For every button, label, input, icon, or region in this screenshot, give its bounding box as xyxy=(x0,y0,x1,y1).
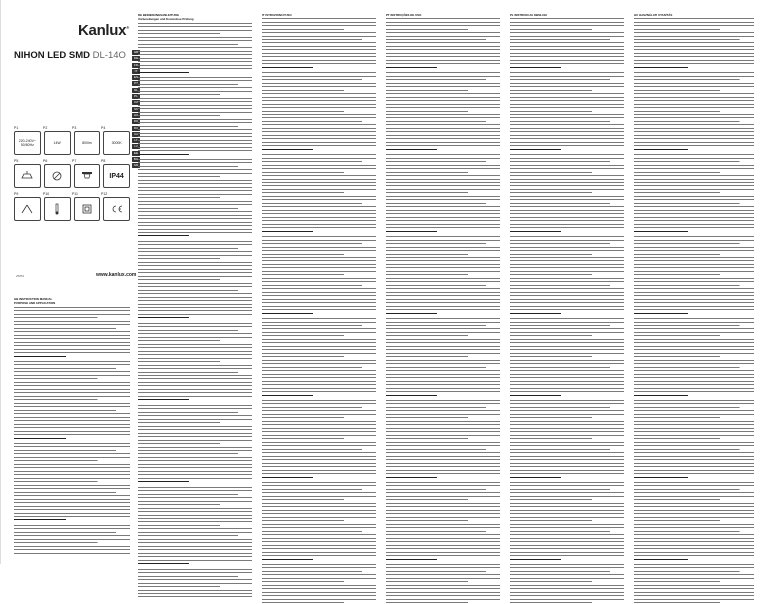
section-heading: PT INSTRUÇÕES DE USO xyxy=(386,12,422,17)
icon-label: P11 xyxy=(72,192,78,196)
ip-rating-text: IP44 xyxy=(109,172,124,180)
class-icon xyxy=(74,197,101,221)
voltage-text: 220-240V~ 50/60Hz xyxy=(18,139,36,147)
text-line xyxy=(14,551,130,554)
text-line xyxy=(138,398,252,403)
text-block-gb xyxy=(14,296,130,555)
language-tab: NL xyxy=(132,88,140,93)
text-line xyxy=(138,562,252,567)
text-line xyxy=(262,229,376,234)
section-heading: IT ISTRUZIONI D'USO xyxy=(262,12,292,17)
icon-label: P8 xyxy=(101,159,106,163)
text-lines xyxy=(262,17,376,604)
language-tab: CZ xyxy=(134,100,138,105)
text-line xyxy=(634,311,754,316)
icon-label: P4 xyxy=(101,126,106,130)
temp-icon xyxy=(44,197,71,221)
text-line xyxy=(262,557,376,562)
text-line xyxy=(510,311,624,316)
icon-label-row xyxy=(14,159,130,163)
text-line xyxy=(386,475,500,480)
section-heading: HU HASZNÁLATI UTASÍTÁS xyxy=(634,12,673,17)
section-heading: PL INSTRUKCJA OBSŁUGI xyxy=(510,12,547,17)
text-column-hu xyxy=(634,12,754,604)
pictogram-grid xyxy=(14,126,130,225)
icon-label-row xyxy=(14,126,130,130)
text-line xyxy=(262,311,376,316)
ip44-icon xyxy=(103,164,130,188)
kelvin-text: 3000K xyxy=(111,141,122,145)
product-name: NIHON LED SMD xyxy=(14,50,90,61)
lumen-text: 800lm xyxy=(82,141,92,145)
text-line xyxy=(138,70,252,75)
power-icon xyxy=(44,131,71,155)
icon-label: P9 xyxy=(14,192,19,196)
text-line xyxy=(138,234,252,239)
ceiling-icon xyxy=(74,164,101,188)
text-line xyxy=(634,65,754,70)
text-line xyxy=(510,393,624,398)
text-line xyxy=(14,354,130,359)
product-code: 25851 xyxy=(16,274,25,278)
icon-label: P1 xyxy=(14,126,19,130)
section-subheading: PURPOSE AND APPLICATION xyxy=(14,301,56,306)
language-tab: ES xyxy=(133,75,138,80)
icon-row xyxy=(14,131,130,155)
language-tab: GB xyxy=(133,50,139,54)
icon-label: P10 xyxy=(43,192,50,196)
driver-icon xyxy=(14,131,41,155)
crop-line xyxy=(0,0,1,564)
text-lines xyxy=(138,21,252,598)
icon-label: P7 xyxy=(72,159,77,163)
text-line xyxy=(510,229,624,234)
text-lines xyxy=(14,305,130,554)
brand-logo-text: Kanlux xyxy=(78,22,127,39)
language-tab: GR xyxy=(133,163,139,168)
registered-mark: ® xyxy=(126,25,129,30)
text-line xyxy=(386,311,500,316)
language-tab: IT xyxy=(132,69,140,74)
power-text: 14W xyxy=(53,141,61,145)
section-subheading: Vorbereitungen und Kostenlose Prüfung xyxy=(138,17,194,22)
product-model: DL-14O xyxy=(92,50,126,61)
text-line xyxy=(634,229,754,234)
text-column-pl xyxy=(510,12,624,604)
icon-label: P2 xyxy=(43,126,48,130)
brand-logo xyxy=(78,22,129,39)
text-line xyxy=(634,393,754,398)
dimmer-icon xyxy=(44,164,71,188)
text-line xyxy=(14,436,130,441)
text-line xyxy=(262,475,376,480)
product-title xyxy=(14,50,126,61)
lamp-icon xyxy=(14,164,41,188)
website-url: www.kanlux.com xyxy=(96,272,137,278)
icon-row xyxy=(14,197,130,221)
text-column-de xyxy=(138,12,252,599)
text-line xyxy=(386,229,500,234)
language-tab: HU xyxy=(133,112,139,117)
text-line xyxy=(138,152,252,157)
section-heading: DE BEDIENUNGSANLEITUNG xyxy=(138,12,179,17)
text-line xyxy=(262,393,376,398)
text-line xyxy=(138,480,252,485)
icon-row xyxy=(14,164,130,188)
text-line xyxy=(634,147,754,152)
text-column-it xyxy=(262,12,376,604)
language-tab: LT xyxy=(132,138,140,143)
text-line xyxy=(138,316,252,321)
language-tab: EE xyxy=(133,150,138,155)
text-lines xyxy=(634,17,754,604)
text-line xyxy=(386,65,500,70)
text-line xyxy=(262,65,376,70)
text-line xyxy=(14,518,130,523)
section-heading: GB INSTRUCTION MANUAL xyxy=(14,296,53,301)
icon-label: P5 xyxy=(14,159,19,163)
language-tab: FR xyxy=(134,62,138,67)
angle-icon xyxy=(14,197,41,221)
language-tab: PT xyxy=(132,81,140,86)
text-line xyxy=(386,393,500,398)
icon-label-row xyxy=(14,192,130,196)
lumen-icon xyxy=(74,131,101,155)
text-lines xyxy=(510,17,624,604)
language-tab: LV xyxy=(132,144,140,149)
ce-icon xyxy=(103,197,130,221)
language-tab: RU xyxy=(133,125,139,130)
text-line xyxy=(138,595,252,598)
text-line xyxy=(510,147,624,152)
language-tab: RO xyxy=(133,119,139,124)
language-tab: PL xyxy=(132,94,140,99)
text-line xyxy=(262,147,376,152)
text-lines xyxy=(386,17,500,604)
icon-label: P12 xyxy=(101,192,108,196)
text-line xyxy=(386,147,500,152)
text-line xyxy=(510,475,624,480)
text-line xyxy=(386,557,500,562)
icon-label: P6 xyxy=(43,159,48,163)
text-line xyxy=(510,557,624,562)
text-line xyxy=(510,65,624,70)
kelvin-icon xyxy=(103,131,130,155)
text-line xyxy=(634,557,754,562)
language-tab: SK xyxy=(133,106,138,111)
icon-label: P3 xyxy=(72,126,77,130)
language-tab: DE xyxy=(133,56,139,61)
text-line xyxy=(634,475,754,480)
language-tab: BG xyxy=(133,157,139,162)
language-tab: UA xyxy=(133,131,139,136)
text-column-pt xyxy=(386,12,500,604)
